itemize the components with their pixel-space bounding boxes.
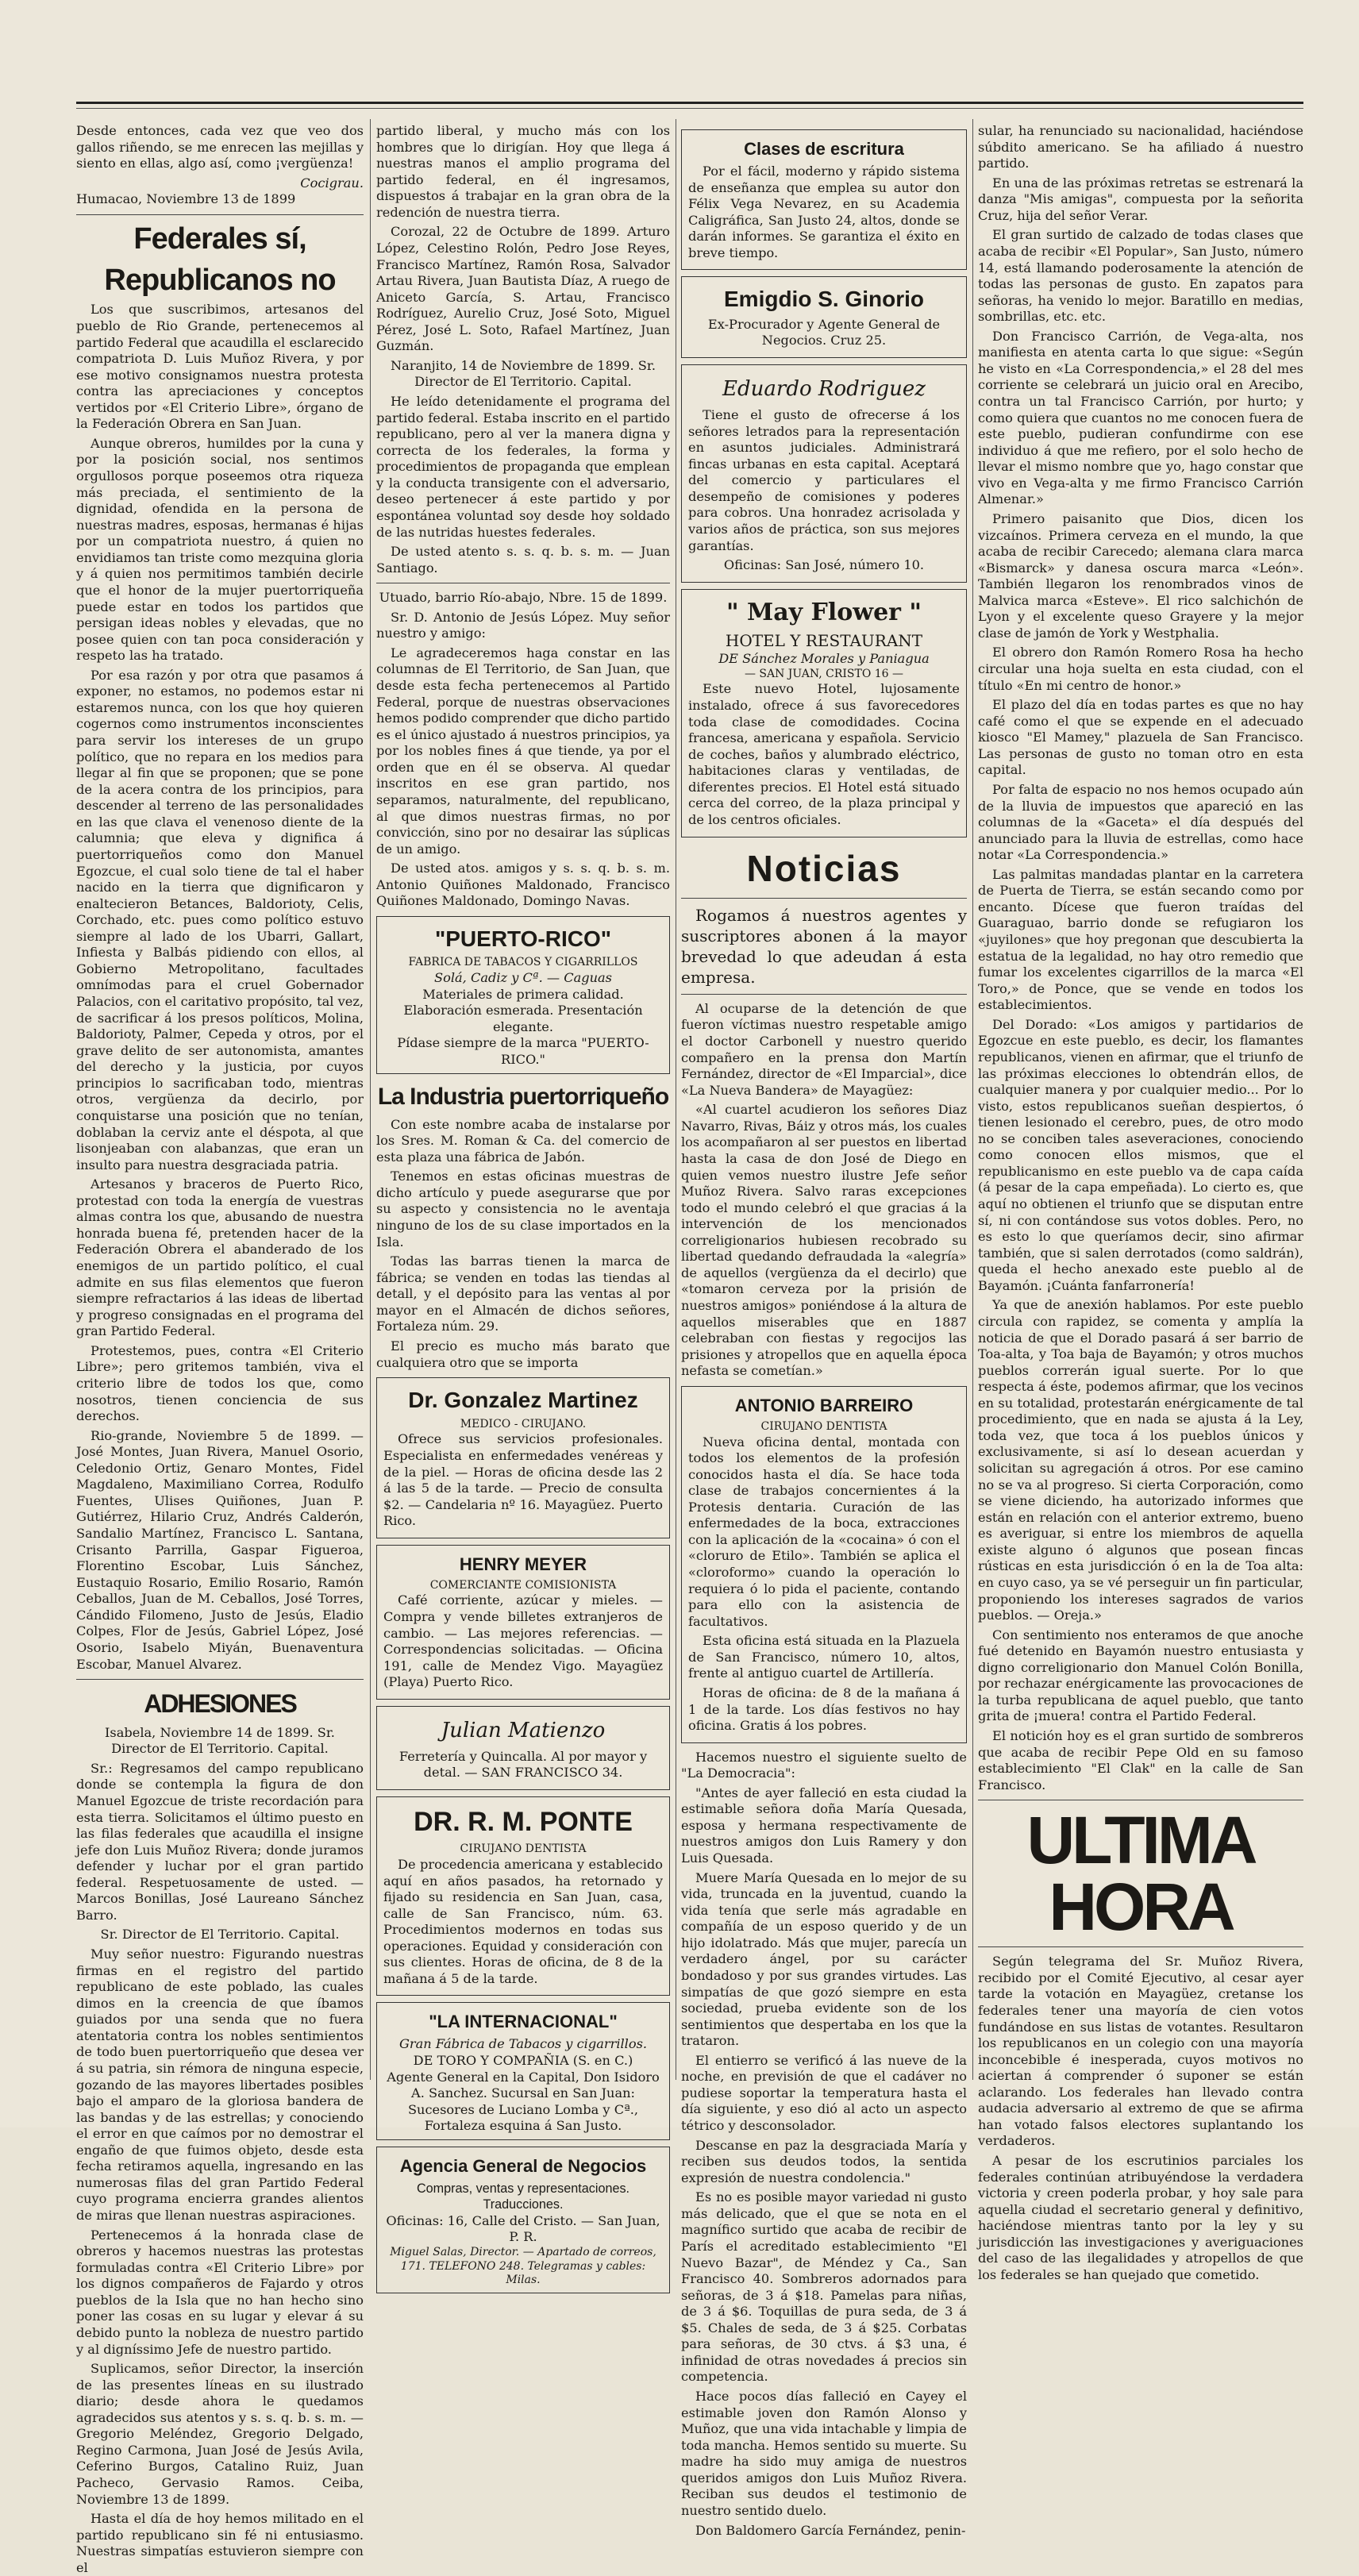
ad-title: HENRY MEYER bbox=[459, 1554, 587, 1574]
ad-line: Solá, Cadiz y Cª. — Caguas bbox=[434, 970, 612, 986]
ad-ponte bbox=[376, 1796, 670, 1996]
news-paragraph: Es no es posible mayor variedad ni gusto más delicado, que el que se nota en el magnífico surtido que acaba de recibir de París el acreditado establecimiento "El Nuevo Bazar", de Méndez y Ca., San Francisco 40. Sombreros adornados para señoras, de 3 á $18. Pamelas para niñas, de 3 á $6. Toquillas de pura seda, de 3 á $5. Chales de seda, de 3 á $25. Corbatas para señoras, de 30 ctvs. á $3 una, é infinidad de otras novedades á precios sin competencia. bbox=[681, 2189, 967, 2385]
letter-header: Naranjito, 14 de Noviembre de 1899. Sr. Director de El Territorio. Capital. bbox=[391, 357, 656, 390]
divider bbox=[681, 898, 967, 899]
article-paragraph: El precio es mucho más barato que cualquiera otro que se importa bbox=[376, 1338, 670, 1370]
news-paragraph: El notición hoy es el gran surtido de sombreros que acaba de recibir Pepe Old en su famoso establecimiento "El Clak" en la calle de San Francisco. bbox=[978, 1728, 1303, 1792]
news-paragraph: Con sentimiento nos enteramos de que anoche fué detenido en Bayamón nuestro entusiasta y digno correligionario don Manuel Colón Bonilla, por rechazar enérgicamente las provocaciones de la turba republicana de aquel pueblo, que tanto grita de ¡muera! contra el Partido Federal. bbox=[978, 1627, 1303, 1724]
ad-title: Clases de escritura bbox=[744, 139, 904, 159]
ad-text: Café corriente, azúcar y mieles. — Compra y vende billetes extranjeros de cambio. — Las mejores referencias. — Correspondencias solicitadas. — Oficina 191, calle de Mendez Vigo. Mayagüez (Playa) Puerto Rico. bbox=[383, 1592, 663, 1690]
ad-rodriguez bbox=[681, 364, 967, 583]
ad-line: HOTEL Y RESTAURANT bbox=[725, 630, 923, 650]
ad-line: COMERCIANTE COMISIONISTA bbox=[429, 1578, 617, 1592]
news-paragraph: Descanse en paz la desgraciada María y reciben sus deudos todos, la sentida expresión de nuestra condolencia." bbox=[681, 2137, 967, 2185]
headline: Federales sí, bbox=[133, 221, 306, 256]
ad-line: DE Sánchez Morales y Paniagua bbox=[718, 651, 930, 667]
news-paragraph: "Antes de ayer falleció en esta ciudad la estimable señora doña María Quesada, esposa y hermana respectivamente de nuestros amigos don Luis Ramery y don Luis Quesada. bbox=[681, 1785, 967, 1866]
article-paragraph: Corozal, 22 de Octubre de 1899. Arturo López, Celestino Rolón, Pedro Jose Reyes, Francisco Martínez, Ramón Rosa, Salvador Artau Rivera, Juan Bautista Díaz, A ruego de Aniceto García, S. Artau, Francisco Rodríguez, Aurelio Cruz, José Soto, Miguel Pérez, José L. Soto, Rafael Martínez, Juan Guzmán. bbox=[376, 224, 670, 354]
news-paragraph: Según telegrama del Sr. Muñoz Rivera, recibido por el Comité Ejecutivo, al cesar ayer tarde la votación en Mayagüez, cretanse los federales tener una mayoría de cien votos fundándose en sus listas de votantes. Resultaron los republicanos en un colegio con una mayoría inconcebible é inesperada, cuyos motivos no aciertan á comprender ó suponer se están aclarando. Los federales han llevado contra audacia adversario al extremo de que se afirma han votado falsos electores suplantando los verdaderos. bbox=[978, 1954, 1303, 2149]
news-paragraph: Las palmitas mandadas plantar en la carretera de Puerta de Tierra, se están secando como por encanto. Dícese que fueron traídas del Guaraguao, barrio donde se refugiaron los «juyilones» que hoy pregonan que descubierta la estatua de la legalidad, no hay otro remedio que fumar los excelentes cigarrillos de la marca «El Toro,» de Ponce, que se vende en todos los establecimientos. bbox=[978, 866, 1303, 1013]
intro-paragraph: Desde entonces, cada vez que veo dos gallos riñendo, se me enrecen las mejillas y siento en ellas, algo así, como ¡vergüenza! bbox=[76, 123, 364, 171]
ad-title: Dr. Gonzalez Martinez bbox=[408, 1388, 638, 1413]
letter-header: Sr. Director de El Territorio. Capital. bbox=[100, 1927, 340, 1943]
news-paragraph: En una de las próximas retretas se estrenará la danza "Mis amigas", compuesta por la señorita Cruz, hija del señor Verar. bbox=[978, 175, 1303, 223]
ad-text: Por el fácil, moderno y rápido sistema de enseñanza que emplea su autor don Félix Vega Nevarez, en su Academia Caligráfica, San Justo 24, altos, donde se darán informes. Se garantiza el éxito en breve tiempo. bbox=[688, 163, 960, 260]
ad-may-flower bbox=[681, 589, 967, 837]
ad-line: FABRICA DE TABACOS Y CIGARRILLOS bbox=[408, 956, 638, 969]
ad-text: De procedencia americana y establecido aquí en años pasados, ha retornado y fijado su residencia en San Juan, casa, calle de San Francisco, núm. 63. Procedimientos modernos en todas sus operaciones. Equidad y consideración con sus clientes. Horas de oficina, de 8 de la mañana á 5 de la tarde. bbox=[383, 1856, 663, 1986]
ad-matienzo bbox=[376, 1706, 670, 1790]
divider bbox=[978, 1946, 1303, 1947]
news-paragraph: Al ocuparse de la detención de que fueron víctimas nuestro respetable amigo el doctor Carbonell y nuestro querido compañero en la prensa don Martín Fernández, director de «El Imparcial», dice «La Nueva Bandera» de Mayagüez: bbox=[681, 1000, 967, 1098]
column-2 bbox=[376, 123, 670, 2287]
divider bbox=[76, 1679, 364, 1680]
ad-title: Julian Matienzo bbox=[441, 1718, 606, 1742]
ad-meyer bbox=[376, 1545, 670, 1700]
ad-line: Miguel Salas, Director. — Apartado de correos, 171. TELEFONO 248. Telegramas y cables: Milas. bbox=[390, 2245, 656, 2287]
news-paragraph: Ya que de anexión hablamos. Por este pueblo circula con rapidez, se comenta y amplía la noticia de que el Dorado pasará á ser barrio de Toa-alta, y Toa baja de Bayamón; y otros muchos pueblos correrán igual suerte. Por lo que respecta á éste, podemos afirmar, que los vecinos en su totalidad, protestarán enérgicamente de tal procedimiento, que en nada se ajusta á la Ley, toda vez, que toca á los pueblos únicos y exclusivamente, si así lo desean acuerdan y solicitan su agregación á otros. Por ese camino no se va al progreso. Si cierta Corporación, como se viene diciendo, ha autorizado informes que están en relación con el anterior extremo, bueno es averiguar, si entre los miembros de aquella existe alguno ó algunos que posean fincas rústicas en esta jurisdicción ó en la de Toa alta: en cuyo caso, ya se vé perseguir un fin particular, proponiendo los intereses sagrados de varios pueblos. — Oreja.» bbox=[978, 1297, 1303, 1623]
ad-title: "LA INTERNACIONAL" bbox=[429, 2012, 618, 2032]
ad-line: Oficinas: 16, Calle del Cristo. — San Juan, P. R. bbox=[386, 2212, 660, 2245]
ad-text: Nueva oficina dental, montada con todos los elementos de la profesión conocidos hasta el día. Se hace toda clase de trabajos concernientes á la Protesis dentaria. Curación de las enfermedades de la boca, extracciones con la aplicación de la «cocaina» ó con el «cloruro de Etilo». También se aplica el «cloroformo» cuando la operación lo requiera ó lo pida el paciente, contando para ello con la asistencia de facultativos. bbox=[688, 1434, 960, 1629]
column-1 bbox=[76, 123, 364, 2575]
ad-line: Materiales de primera calidad. Elaboración esmerada. Presentación elegante. bbox=[403, 986, 643, 1034]
signatures-paragraph: Rio-grande, Noviembre 5 de 1899. — José Montes, Juan Rivera, Manuel Osorio, Celedonio Ortiz, Genaro Montes, Fidel Magdaleno, Maximiliano Correa, Rodulfo Fuentes, Ulises Quiñones, Juan P. Gutiérrez, Hilario Cruz, Andrés Calderón, Sandalio Martínez, Francisco L. Santana, Crisanto Parrilla, Gaspar Figueroa, Florentino Escobar, Luis Sánchez, Eustaquio Rosario, Emilio Rosario, Ramón Ceballos, Juan de M. Ceballos, José Torres, Cándido Filomeno, Justo de Jesús, Eladio Colpes, Flor de Jesús, Gabriel López, José Osorio, Isabelo Miyán, Buenaventura Escobar, Manuel Alvarez. bbox=[76, 1427, 364, 1672]
ad-internacional bbox=[376, 2002, 670, 2139]
ad-text: Tiene el gusto de ofrecerse á los señores letrados para la representación en asuntos judiciales. Administrará fincas urbanas en esta capital. Aceptará del comercio y particulares el desempeño de comisiones y poderes para cobros. Una honradez acrisolada y varios años de práctica, son sus mejores garantías. bbox=[688, 407, 960, 553]
ad-gonzalez bbox=[376, 1377, 670, 1538]
signature: Cocigrau. bbox=[300, 175, 364, 191]
column-divider bbox=[972, 119, 973, 2080]
news-paragraph: El obrero don Ramón Romero Rosa ha hecho circular una hoja suelta en esta ciudad, con el título «En mi centro de honor.» bbox=[978, 645, 1303, 693]
ad-text: Ofrece sus servicios profesionales. Especialista en enfermedades venéreas y de la piel. — Horas de oficina desde las 2 á las 5 de la tarde. — Precio de consulta $2. — Candelaria nº 16. Mayagüez. Puerto Rico. bbox=[383, 1431, 663, 1529]
masthead-rule bbox=[76, 102, 1303, 104]
ad-line: CIRUJANO DENTISTA bbox=[760, 1419, 887, 1433]
news-paragraph: Hacemos nuestro el siguiente suelto de "La Democracia": bbox=[681, 1749, 967, 1781]
column-4 bbox=[978, 123, 1303, 2282]
news-paragraph: Primero paisanito que Dios, dicen los vizcaínos. Primera cerveza en el mundo, la que acaba de recibir Carecedo; alemana clara marca «Bismarck» y danesa oscura marca «León». También llegaron los renombrados vinos de Malvica marca «Esteve». El rico salchichón de Lyon y el excelente queso Grayere y la mejor clase de jamón de York y Westphalia. bbox=[978, 510, 1303, 641]
ad-puerto-rico bbox=[376, 916, 670, 1074]
ad-title: "PUERTO-RICO" bbox=[434, 926, 612, 951]
news-paragraph: sular, ha renunciado su nacionalidad, haciéndose súbdito americano. Se ha afiliado á nuestro partido. bbox=[978, 123, 1303, 171]
ad-line: Pídase siempre de la marca "PUERTO-RICO." bbox=[397, 1035, 649, 1067]
section-title-noticias: Noticias bbox=[746, 847, 902, 889]
news-paragraph: Don Francisco Carrión, de Vega-alta, nos manifiesta en atenta carta lo que sigue: «Según he visto en «La Correspondencia,» el 28 del mes corriente se celebrará un juicio oral en Arecibo, contra un tal Francisco Carrión, por hurto; y como quiera que cuantos no me conocen fuera de este pueblo, pudieran confundirme con ese individuo á que me refiero, por el solo hecho de llevar el mismo nombre que yo, hago constar que vivo en Vega-alta y me firmo Francisco Carrión Almenar.» bbox=[978, 328, 1303, 507]
article-paragraph: Protestemos, pues, contra «El Criterio Libre»; pero gritemos también, viva el criterio libre de todos los que, como nosotros, tienen conciencia de sus derechos. bbox=[76, 1342, 364, 1424]
dateline: Humacao, Noviembre 13 de 1899 bbox=[76, 191, 296, 207]
news-paragraph: Del Dorado: «Los amigos y partidarios de Egozcue en este pueblo, es decir, los flamantes republicanos, vienen en afirmar, que el triunfo de las próximas elecciones lo obtendrán ellos, de cualquier manera y por cualquier medio... Por lo visto, estos republicanos sueñan despiertos, ó tienen lesionado el cerebro, pues, de otro modo no se conciben tales aseveraciones, conociendo como conocen ellos mismos, que el republicanismo en este pueblo va de capa caída (á pesar de la capa empeñada). Lo cierto es, que aquí no obtienen el triunfo que se disputan entre sí, ni con contándose sus votos dobles. Pero, no es esto lo que queríamos decir, sino afirmar también, que si salen derrotados (como saldrán), queda el hecho anexado este pueblo al de Bayamón. ¡Cuánta fanfarronería! bbox=[978, 1016, 1303, 1293]
ad-line: Gran Fábrica de Tabacos y cigarrillos. bbox=[398, 2036, 648, 2052]
ad-text: Horas de oficina: de 8 de la mañana á 1 de la tarde. Los días festivos no hay oficina. Gratis á los pobres. bbox=[688, 1685, 960, 1734]
headline-adhesiones: ADHESIONES bbox=[144, 1689, 296, 1719]
divider bbox=[681, 994, 967, 995]
ad-title: Emigdio S. Ginorio bbox=[724, 287, 924, 312]
ad-title: DR. R. M. PONTE bbox=[414, 1807, 633, 1837]
ad-line: — SAN JUAN, CRISTO 16 — bbox=[744, 667, 904, 680]
notice-paragraph: Rogamos á nuestros agentes y suscriptores abonen á la mayor brevedad lo que adeudan á esta empresa. bbox=[681, 905, 967, 987]
article-paragraph: He leído detenidamente el programa del partido federal. Estaba inscrito en el partido republicano, pero al ver la manera digna y correcta de los federales, la forma y procedimientos de propaganda que emplean y la conducta transigente con el adversario, deseo pertenecer á este partido y por espontánea voluntad soy desde hoy soldado de las nutridas huestes federales. bbox=[376, 394, 670, 540]
article-paragraph: Todas las barras tienen la marca de fábrica; se venden en todas las tiendas al detall, y el depósito para las ventas al por mayor en el Almacén de dichos señores, Fortaleza núm. 29. bbox=[376, 1253, 670, 1334]
article-paragraph: De usted atento s. s. q. b. s. m. — Juan Santiago. bbox=[376, 544, 670, 576]
news-paragraph: A pesar de los escrutinios parciales los federales continúan atribuyéndose la verdadera victoria y creen poderla probar, y hoy sale para aquella ciudad el secretario general y definitivo, haciéndose mientras tanto por la ley y su jurisdicción las investigaciones y averiguaciones del caso de las ilegalidades y atropellos de que los federales se han quejado que cometido. bbox=[978, 2153, 1303, 2282]
letter-paragraph: Sr.: Regresamos del campo republicano donde se contempla la figura de don Manuel Egozcue de triste recordación para esta tierra. Solicitamos el último puesto en las filas federales que acaudilla el insigne jefe don Luis Muñoz Rivera; donde juramos defender y luchar por el gran partido federal. Respetuosamente de usted. — Marcos Bonillas, José Laureano Sánchez Barro. bbox=[76, 1760, 364, 1923]
article-paragraph: Aunque obreros, humildes por la cuna y por la posición social, nos sentimos orgullosos porque poseemos otra riqueza más preciada, el sentimiento de la dignidad, ofendida en la persona de nuestras madres, esposas, hermanas é hijas por un compatriota nuestro, á quien no envidiamos tan triste como mezquina gloria y á quien nos permitimos también decirle que el honor de la mujer puertorriqueña puede estar en todos los partidos que persigan ideas nobles y elevadas, que no posee quien con tan poca consideración y respeto las ha tratado. bbox=[76, 435, 364, 664]
ad-text: Ex-Procurador y Agente General de Negocios. Cruz 25. bbox=[707, 316, 941, 348]
section-title-ultima-hora: ULTIMA HORA bbox=[1026, 1803, 1255, 1945]
news-paragraph: «Al cuartel acudieron los señores Diaz Navarro, Rivas, Báiz y otros más, los cuales los acompañaron al ser puestos en libertad hasta la casa de don José de Diego en quien vemos nuestro ilustre Jefe señor Muñoz Rivera. Salvo raras excepciones todo el mundo celebró el que gracias á la intervención de los mencionados correligionarios hubiesen recobrado su libertad quedando defraudada la «alegría» de aquellos (vergüenza da el decirlo) que «tomaron cerveza por la prisión de nuestros amigos» poniéndose á la altura de aquellos miserables que en 1887 celebraban con fiestas y regocijos las prisiones y atropellos que en aquella época nefasta se cometían.» bbox=[681, 1102, 967, 1379]
ad-agencia bbox=[376, 2147, 670, 2293]
letter-paragraph: Pertenecemos á la honrada clase de obreros y hacemos nuestras las protestas formuladas contra «El Criterio Libre» por los dignos compañeros de Fajardo y otros pueblos de la Isla que no han hecho sino poner las cosas en su lugar y elevar á su debido punto la nobleza de nuestro partido y al digníssimo Jefe de nuestro partido. bbox=[76, 2227, 364, 2357]
article-paragraph: Le agradeceremos haga constar en las columnas de El Territorio, de San Juan, que desde esta fecha pertenecemos al Partido Federal, porque de nuestras observaciones hemos podido comprender que dicho partido es el único ajustado á nuestros principios, ya por los nobles fines á que tiende, ya por el orden que en él se observa. Al quedar inscritos en ese gran partido, nos separamos, naturalmente, del republicano, al que dimos nuestras firmas, no por convicción, sino por no desairar las súplicas de un amigo. bbox=[376, 645, 670, 857]
article-paragraph: Tenemos en estas oficinas muestras de dicho artículo y puede asegurarse que por su aspecto y consistencia no le aventaja ninguno de los de su clase importados en la Isla. bbox=[376, 1169, 670, 1249]
news-paragraph: Hace pocos días falleció en Cayey el estimable joven don Ramón Alonso y Muñoz, que una vida intachable y limpia de toda mancha. Hemos sentido su muerte. Su madre ha sido muy amiga de nuestros queridos amigos don Luis Muñoz Rivera. Reciban sus deudos el testimonio de nuestro sentido duelo. bbox=[681, 2389, 967, 2518]
letter-paragraph: Muy señor nuestro: Figurando nuestras firmas en el registro del partido republicano de este poblado, las cuales dimos en la creencia de que íbamos guiados por una senda que no fuera atentatoria contra los nobles sentimientos de todo buen puertorriqueño que desea ver á su patria, sin rémora de ninguna especie, gozando de las mayores libertades posibles bajo el amparo de la gloriosa bandera de las bandas y de las estrellas; y conociendo el error en que caímos por no demostrar el engaño de que fuimos objeto, desde esta fecha retiramos aquella, ingresando en las numerosas filas del gran Partido Federal cuyo programa encierra grandes alientos de miras que llenan nuestras aspiraciones. bbox=[76, 1946, 364, 2224]
divider bbox=[76, 214, 364, 215]
masthead-rule-thin bbox=[76, 108, 1303, 109]
headline-industria: La Industria puertorriqueño bbox=[377, 1083, 669, 1110]
news-paragraph: Don Baldomero García Fernández, penin- bbox=[695, 2522, 966, 2538]
article-paragraph: Por esa razón y por otra que pasamos á exponer, no estamos, no podemos estar ni estaremos nunca, con los que hoy quieren cogernos como instrumentos inconscientes para servir los intereses de un grupo político, que no repara en los medios para llegar al fin que se proponen; que se pone de la acera contra de los principios, para descender al terreno de las personalidades en las que clava el venenoso diente de la calumnia; que eleva y dignifica á puertorriqueños como don Manuel Egozcue, el cual solo tiene de tal el haber nacido en la tierra que dignificaron y enaltecieron Betances, Baldorioty, Celis, Corchado, etc. pues como político estuvo siempre al lado de los Ubarri, Gallart, Infiesta y Balbás pidiendo con ellos, al Gobierno Metropolitano, facultades omnímodas para el cruel Gobernador Palacios, con el caritativo propósito, tal vez, de sacrificar á los presos políticos, Molina, Baldorioty, Palmer, Cepeda y otros, por el grave delito de ser autonomista, amantes del derecho y la justicia, por cuyos principios lo sacrificaban todo, mientras otros, vergüenza da decirlo, por conquistarse una posición que no tenían, doblaban la cerviz ante el déspota, al que lisonjeaban con alabanzas, que eran un insulto para nuestra desgraciada patria. bbox=[76, 667, 364, 1172]
article-paragraph: Artesanos y braceros de Puerto Rico, protestad con toda la energía de vuestras almas contra los que, abusando de nuestra honrada buena fé, pretenden hacer de la Federación Obrera el abanderado de los enemigos de un partido político, el cual admite en sus filas elementos que fueron siempre refractarios á las ideas de libertad y progreso consignadas en el programa del gran Partido Federal. bbox=[76, 1176, 364, 1339]
ad-barreiro bbox=[681, 1386, 967, 1743]
headline-2: Republicanos no bbox=[104, 263, 336, 297]
ad-line: DE TORO Y COMPAÑIA (S. en C.) bbox=[413, 2052, 633, 2068]
ad-title: ANTONIO BARREIRO bbox=[734, 1395, 914, 1415]
ad-ginorio bbox=[681, 276, 967, 358]
article-paragraph: Con este nombre acaba de instalarse por los Sres. M. Roman & Ca. del comercio de esta plaza una fábrica de Jabón. bbox=[376, 1116, 670, 1165]
letter-header: Utuado, barrio Río-abajo, Nbre. 15 de 1899. bbox=[379, 590, 668, 606]
article-paragraph: partido liberal, y mucho más con los hombres que lo dirigían. Hoy que llega á nuestras manos el amplio programa del partido federal, en él ingresamos, dispuestos á trabajar en la gran obra de la redención de nuestra tierra. bbox=[376, 123, 670, 220]
letter-header: Isabela, Noviembre 14 de 1899. Sr. Director de El Territorio. Capital. bbox=[105, 1724, 335, 1757]
ad-line: Compras, ventas y representaciones. Traducciones. bbox=[416, 2181, 630, 2212]
letter-header: Sr. D. Antonio de Jesús López. Muy señor nuestro y amigo: bbox=[376, 609, 670, 641]
news-paragraph: El gran surtido de calzado de todas clases que acaba de recibir «El Popular», San Justo, número 14, está llamando poderosamente la atención de todas las personas de gusto. En zapatos para señoras, ha venido lo mejor. Baratillo en medias, sombrillas, etc. etc. bbox=[978, 227, 1303, 325]
ad-title: Eduardo Rodriguez bbox=[722, 376, 926, 401]
news-paragraph: Muere María Quesada en lo mejor de su vida, truncada en la juventud, cuando la vida tenía que serle más agradable en compañía de un esposo querido y de un hijo idolatrado. Más que mujer, parecía un verdadero ángel, por su carácter bondadoso y por sus grandes virtudes. Las simpatías de que gozó siempre en esta sociedad, prueba evidente son de los sentimientos que despertaba en los que la trataron. bbox=[681, 1869, 967, 2049]
news-paragraph: El entierro se verificó á las nueve de la noche, en previsión de que el cadáver no pudiese soportar la temperatura hasta el día siguiente, y eso dió al acto un aspecto tétrico y desconsolador. bbox=[681, 2052, 967, 2134]
ad-line: MEDICO - CIRUJANO. bbox=[460, 1417, 587, 1430]
letter-paragraph: Hasta el día de hoy hemos militado en el partido republicano sin fé ni entusiasmo. Nuestras simpatías estuvieron siempre con el bbox=[76, 2511, 364, 2575]
ad-title: Agencia General de Negocios bbox=[399, 2155, 647, 2176]
ad-line: CIRUJANO DENTISTA bbox=[460, 1842, 587, 1856]
letter-paragraph: Suplicamos, señor Director, la inserción de las presentes líneas en su ilustrado diario; desde ahora le quedamos agradecidos sus atentos y s. s. q. b. s. m. — Gregorio Meléndez, Gregorio Delgado, Regino Carmona, Juan José de Jesús Avila, Ceferino Burgos, Catalino Ruiz, Juan Pacheco, Gervasio Ramos. Ceiba, Noviembre 13 de 1899. bbox=[76, 2361, 364, 2507]
column-3 bbox=[681, 123, 967, 2538]
column-divider bbox=[370, 119, 371, 2080]
ad-clases bbox=[681, 129, 967, 270]
ad-line: Agente General en la Capital, Don Isidoro A. Sanchez. Sucursal en San Juan: Sucesores de Luciano Lomba y Cª., Fortaleza esquina á San Justo. bbox=[387, 2069, 660, 2134]
news-paragraph: El plazo del día en todas partes es que no hay café como el que se expende en el adecuado kiosco "El Mamey," plazuela de San Francisco. Las personas de gusto no toman otro en esta capital. bbox=[978, 697, 1303, 778]
ad-text: Este nuevo Hotel, lujosamente instalado, ofrece á sus favorecedores toda clase de comodidades. Cocina francesa, americana y española. Servicio de coches, baños y alumbrado eléctrico, habitaciones claras y ventiladas, de diferentes precios. El Hotel está situado cerca del correo, de la plaza principal y de los centros oficiales. bbox=[688, 681, 960, 827]
article-paragraph: Los que suscribimos, artesanos del pueblo de Rio Grande, pertenecemos al partido Federal que acaudilla el esclarecido compatriota D. Luis Muñoz Rivera, y por ese motivo consignamos nuestra protesta contra las apreciaciones y conceptos vertidos por «El Criterio Libre», órgano de la Federación Obrera en San Juan. bbox=[76, 302, 364, 432]
news-paragraph: Por falta de espacio no nos hemos ocupado aún de la lluvia de impuestos que apareció en las columnas de la «Gaceta» el día después del anunciado para la lluvia de estrellas, como hace notar «La Correspondencia.» bbox=[978, 781, 1303, 863]
ad-text: Esta oficina está situada en la Plazuela de San Francisco, número 10, altos, frente al antiguo cuartel de Artillería. bbox=[688, 1633, 960, 1681]
ad-text: Ferretería y Quincalla. Al por mayor y detal. — SAN FRANCISCO 34. bbox=[398, 1748, 648, 1781]
article-paragraph: De usted atos. amigos y s. s. q. b. s. m. Antonio Quiñones Maldonado, Francisco Quiñones Maldonado, Domingo Navas. bbox=[376, 861, 670, 909]
ad-text: Oficinas: San José, número 10. bbox=[723, 557, 925, 573]
ad-title: " May Flower " bbox=[726, 598, 922, 626]
